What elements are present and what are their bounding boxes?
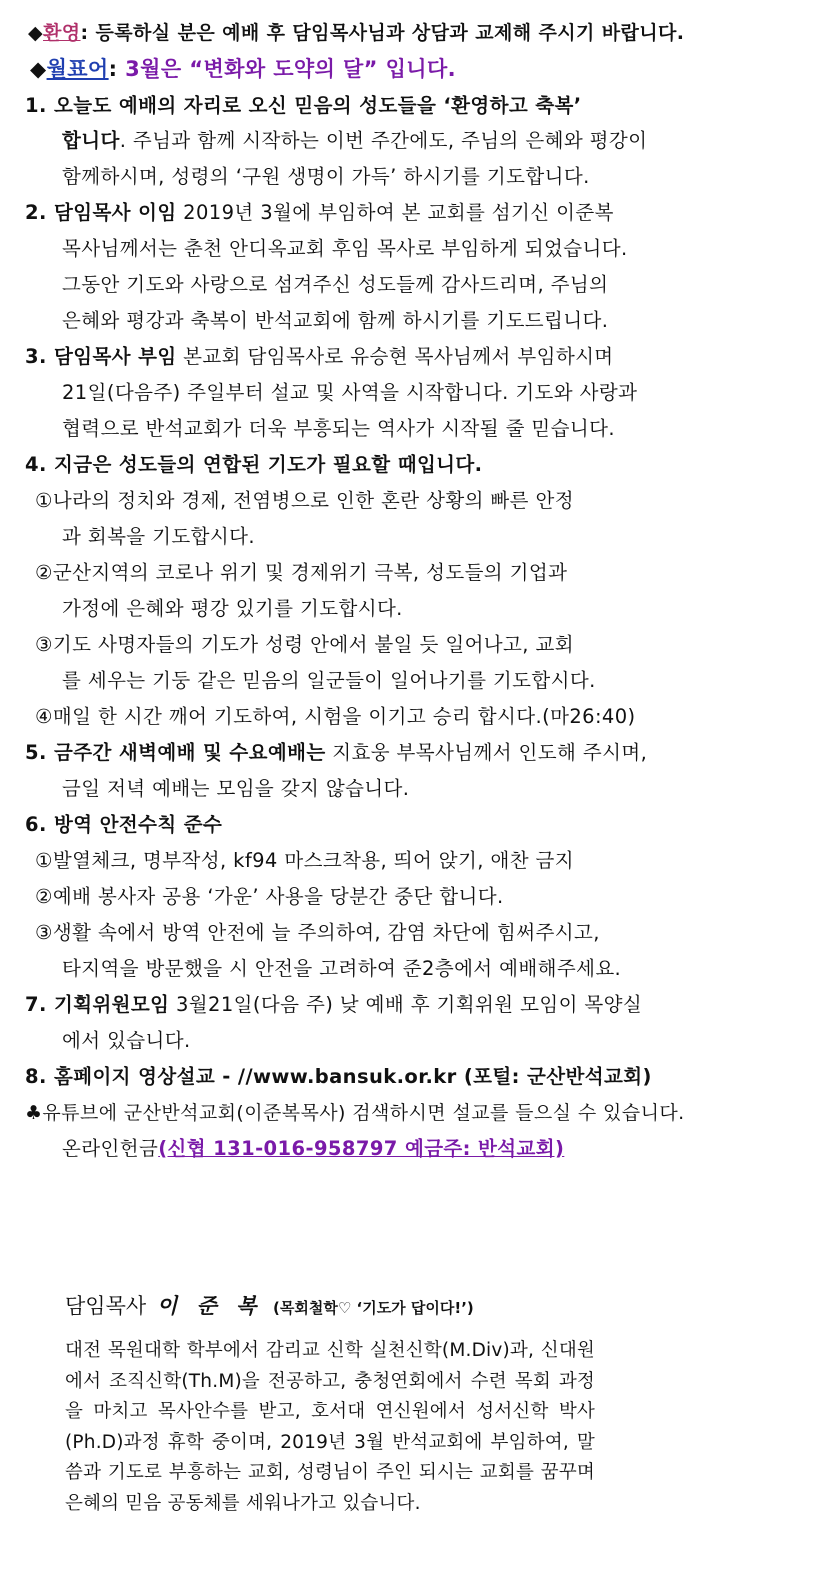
pastor-title: 담임목사 (65, 1294, 147, 1318)
item5-text1: 지효웅 부목사님께서 인도해 주시며, (325, 741, 648, 764)
item7-line2: 에서 있습니다. (62, 1029, 191, 1052)
item4-a-line2: 과 회복을 기도합시다. (62, 525, 255, 548)
item4-d-line1: ④매일 한 시간 깨어 기도하여, 시험을 이기고 승리 합시다.(마26:40) (35, 705, 636, 728)
item7-text1: 3월21일(다음 주) 낮 예배 후 기획위원 모임이 목양실 (169, 993, 643, 1016)
item4-a-line1: ①나라의 정치와 경제, 전염병으로 인한 혼란 상황의 빠른 안정 (35, 489, 574, 512)
item1-bold2: 합니다 (62, 129, 120, 152)
item2-text1: 2019년 3월에 부임하여 본 교회를 섬기신 이준복 (176, 201, 614, 224)
item6-a: ①발열체크, 명부작성, kf94 마스크착용, 띄어 앉기, 애찬 금지 (35, 849, 575, 872)
item7-line1 (25, 990, 642, 1020)
welcome-line (28, 18, 684, 48)
item2-line1 (25, 198, 614, 228)
item3-text1: 본교회 담임목사로 유승현 목사님께서 부임하시며 (176, 345, 614, 368)
pastor-bio-text: 대전 목원대학 학부에서 감리교 신학 실천신학(M.Div)과, 신대원에서 조직신학(Th.M)을 전공하고, 충청연회에서 수련 목회 과정을 마치고 목사안수를 받고, 호서대 연신원에서 성서신학 박사(Ph.D)과정 휴학 중이며, 2019년 3월 반석교회에 부임하여, 말씀과 기도로 부흥하는 교회, 성령님이 주인 되시는 교회를 꿈꾸며 은혜의 믿음 공동체를 세워나가고 있습니다. (65, 1340, 595, 1514)
item4-b-line2: 가정에 은혜와 평강 있기를 기도합시다. (62, 597, 403, 620)
item5-line1 (25, 738, 647, 768)
welcome-label: 환영 (43, 22, 81, 44)
pastor-motto: (목회철학♡ ‘기도가 답이다!’) (273, 1299, 474, 1317)
item2-line2: 목사님께서는 춘천 안디옥교회 후임 목사로 부임하게 되었습니다. (62, 237, 628, 260)
diamond-icon: ◆ (30, 57, 47, 81)
item2-bold: 2. 담임목사 이임 (25, 201, 177, 224)
youtube-line: ♣유튜브에 군산반석교회(이준복목사) 검색하시면 설교를 들으실 수 있습니다. (25, 1102, 685, 1124)
diamond-icon: ◆ (28, 22, 44, 44)
item6-heading: 6. 방역 안전수칙 준수 (25, 813, 223, 836)
motto-sep: : (108, 57, 118, 81)
offering-label: 온라인헌금 (62, 1137, 159, 1160)
item1-text2: . 주님과 함께 시작하는 이번 주간에도, 주님의 은혜와 평강이 (119, 129, 648, 152)
item4-c-line2: 를 세우는 기둥 같은 믿음의 일군들이 일어나기를 기도합시다. (62, 669, 596, 692)
item1-line1 (25, 91, 582, 121)
item1-bold: 1. 오늘도 예배의 자리로 오신 믿음의 성도들을 ‘환영하고 축복’ (25, 94, 582, 117)
item4-heading: 4. 지금은 성도들의 연합된 기도가 필요할 때입니다. (25, 453, 483, 476)
item2-line3: 그동안 기도와 사랑으로 섬겨주신 성도들께 감사드리며, 주님의 (62, 273, 609, 296)
pastor-heading (65, 1290, 474, 1320)
welcome-text: : 등록하실 분은 예배 후 담임목사님과 상담과 교제해 주시기 바랍니다. (80, 22, 685, 44)
item4-b-line1: ②군산지역의 코로나 위기 및 경제위기 극복, 성도들의 기업과 (35, 561, 568, 584)
item1-line2 (62, 126, 647, 156)
pastor-bio (65, 1336, 595, 1519)
item8-homepage: 8. 홈페이지 영상설교 - //www.bansuk.or.kr (포털: 군산반석교회) (25, 1065, 652, 1088)
offering-line (62, 1134, 564, 1164)
pastor-name: 이 준 복 (156, 1293, 263, 1318)
item6-b: ②예배 봉사자 공용 ‘가운’ 사용을 당분간 중단 합니다. (35, 885, 504, 908)
item7-bold: 7. 기획위원모임 (25, 993, 170, 1016)
item4-c-line1: ③기도 사명자들의 기도가 성령 안에서 불일 듯 일어나고, 교회 (35, 633, 574, 656)
item3-bold: 3. 담임목사 부임 (25, 345, 177, 368)
item3-line2: 21일(다음주) 주일부터 설교 및 사역을 시작합니다. 기도와 사랑과 (62, 381, 638, 404)
item5-bold: 5. 금주간 새벽예배 및 수요예배는 (25, 741, 326, 764)
motto-label: 월표어 (46, 57, 109, 81)
item3-line3: 협력으로 반석교회가 더욱 부흥되는 역사가 시작될 줄 믿습니다. (62, 417, 615, 440)
item1-line3: 함께하시며, 성령의 ‘구원 생명이 가득’ 하시기를 기도합니다. (62, 165, 590, 188)
motto-line (30, 54, 456, 84)
offering-account: (신협 131-016-958797 예금주: 반석교회) (158, 1137, 565, 1160)
item3-line1 (25, 342, 614, 372)
motto-text: 3월은 “변화와 도약의 달” 입니다. (125, 57, 457, 81)
item6-c-line1: ③생활 속에서 방역 안전에 늘 주의하여, 감염 차단에 힘써주시고, (35, 921, 600, 944)
item2-line4: 은혜와 평강과 축복이 반석교회에 함께 하시기를 기도드립니다. (62, 309, 609, 332)
item5-line2: 금일 저녁 예배는 모임을 갖지 않습니다. (62, 777, 410, 800)
item6-c-line2: 타지역을 방문했을 시 안전을 고려하여 준2층에서 예배해주세요. (62, 957, 622, 980)
